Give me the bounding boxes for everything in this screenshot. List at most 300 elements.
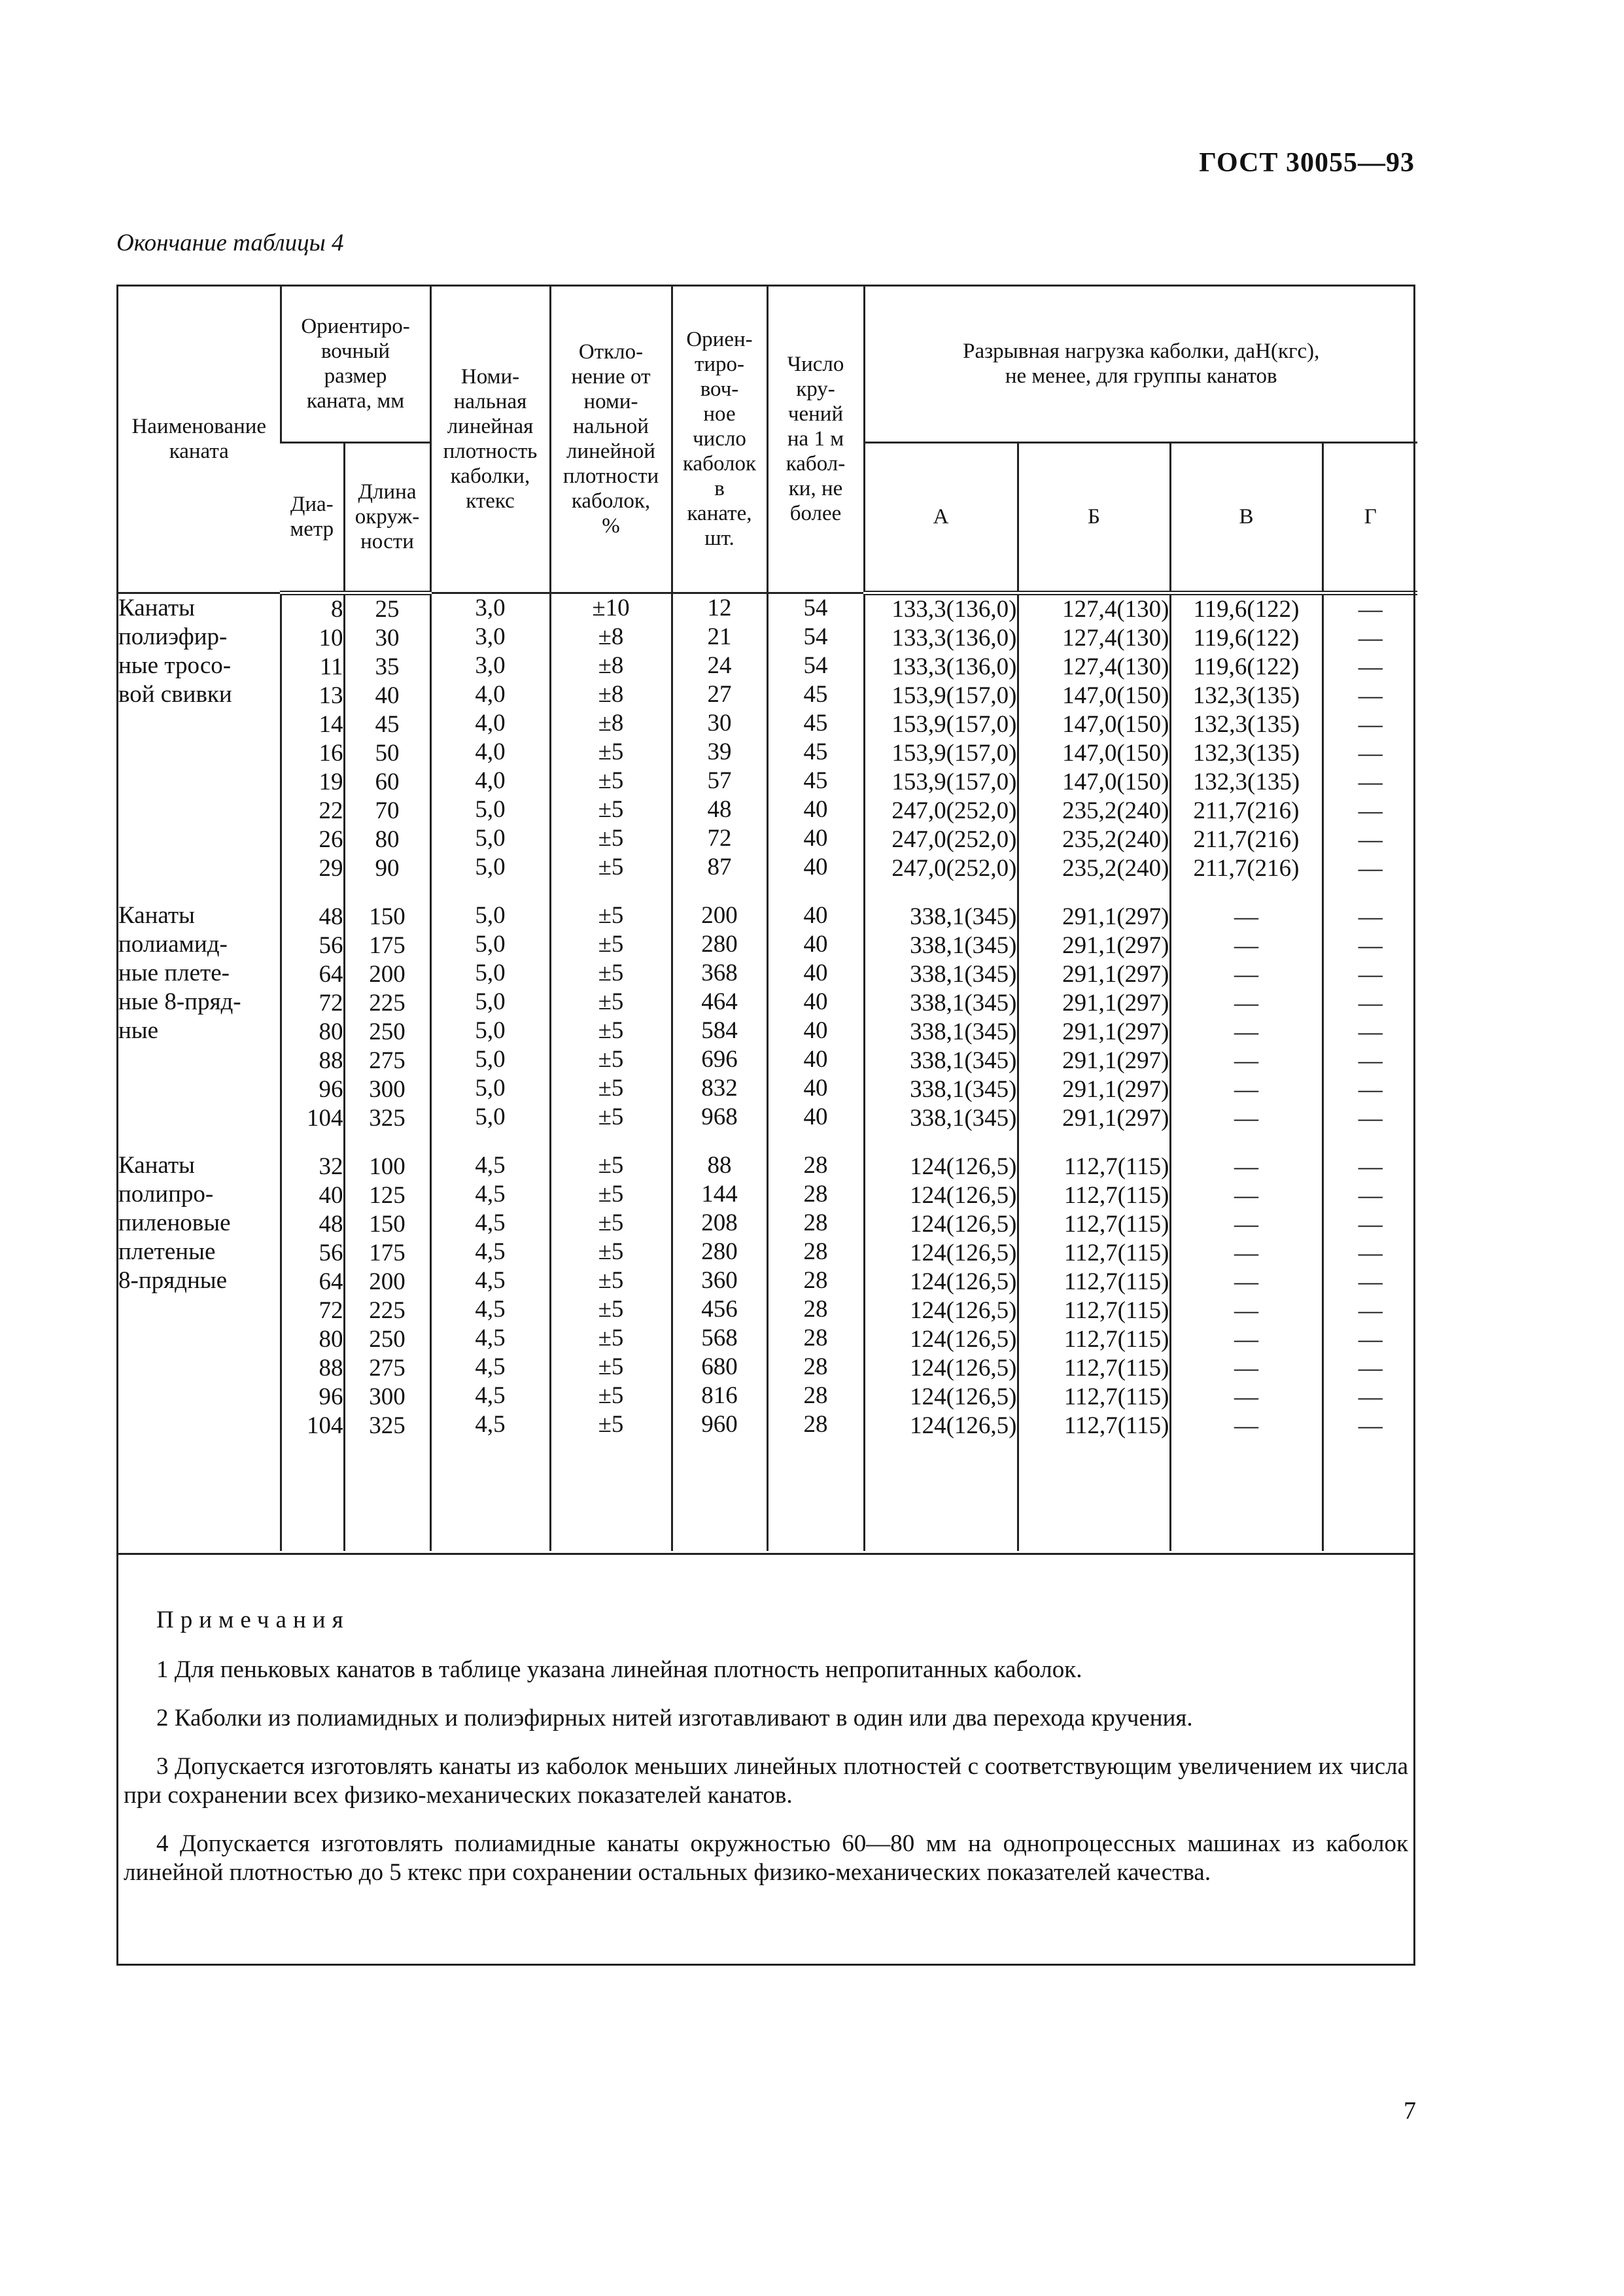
- rope-name-line: [118, 824, 280, 853]
- table-cell: 300: [369, 1383, 406, 1410]
- group-spacer: [673, 1132, 767, 1151]
- rope-name-line: [118, 853, 280, 882]
- table-cell: ±10: [592, 594, 630, 621]
- table-cell: 338,1(345): [910, 1075, 1017, 1103]
- group-spacer: [551, 1132, 671, 1151]
- header-line: каболок: [682, 452, 757, 476]
- table-cell: —: [1358, 903, 1383, 930]
- group-spacer: [1171, 1133, 1322, 1153]
- group-spacer: [345, 883, 430, 903]
- table-cell: 696: [701, 1045, 738, 1073]
- table-cell: 225: [369, 1296, 406, 1324]
- table-cell: —: [1234, 1239, 1258, 1266]
- table-cell: 50: [375, 739, 400, 767]
- table-cell: 338,1(345): [910, 989, 1017, 1017]
- table-cell: 280: [701, 930, 738, 958]
- table-cell: 96: [319, 1383, 343, 1410]
- table-cell: 40: [803, 901, 828, 929]
- deviation-column: [550, 593, 672, 1551]
- table-cell: 40: [375, 682, 400, 709]
- table-cell: 291,1(297): [1062, 960, 1169, 988]
- rope-name-line: пиленовые: [118, 1209, 231, 1236]
- table-cell: 5,0: [475, 1017, 506, 1044]
- table-cell: —: [1234, 1047, 1258, 1074]
- rope-name-line: ные 8-пряд-: [118, 988, 241, 1015]
- table-cell: —: [1234, 1104, 1258, 1132]
- table-cell: 88: [707, 1151, 732, 1179]
- header-load-g: Г: [1322, 442, 1417, 593]
- header-line: каната, мм: [306, 389, 405, 413]
- table-cell: —: [1358, 1104, 1383, 1132]
- table-cell: —: [1234, 1325, 1258, 1353]
- table-cell: 211,7(216): [1193, 797, 1300, 824]
- header-deviation: [550, 287, 672, 593]
- table-cell: ±5: [598, 959, 624, 986]
- header-line: плотности: [562, 464, 659, 489]
- table-cell: 112,7(115): [1063, 1210, 1169, 1238]
- rope-name-line: плетеные: [118, 1238, 216, 1265]
- table-cell: 291,1(297): [1062, 1075, 1169, 1103]
- table-cell: 112,7(115): [1063, 1268, 1169, 1295]
- table-cell: 3,0: [475, 594, 506, 621]
- table-cell: 48: [319, 1210, 343, 1238]
- load-v-column: [1170, 593, 1322, 1551]
- table-cell: 325: [369, 1104, 406, 1132]
- table-cell: 153,9(157,0): [891, 739, 1017, 767]
- table-cell: 5,0: [475, 930, 506, 958]
- group-spacer: [1171, 883, 1322, 903]
- table-cell: ±5: [598, 901, 624, 929]
- table-cell: 80: [375, 826, 400, 853]
- table-cell: 360: [701, 1266, 738, 1294]
- page-number: 7: [1404, 2097, 1416, 2125]
- rope-name-line: [118, 738, 280, 767]
- header-line: кру-: [796, 377, 835, 402]
- table-cell: —: [1234, 1210, 1258, 1238]
- table-cell: 3,0: [475, 623, 506, 650]
- table-cell: 325: [369, 1412, 406, 1439]
- header-line: Откло-: [578, 340, 644, 364]
- rope-name-line: 8-прядные: [118, 1266, 228, 1294]
- header-line: Разрывная нагрузка каболки, даН(кгс),: [963, 339, 1320, 364]
- table-cell: 45: [375, 710, 400, 738]
- table-cell: —: [1234, 1383, 1258, 1410]
- table-cell: ±8: [598, 680, 624, 708]
- note-item: 3 Допускается изготовлять канаты из каболок меньших линейных плотностей с соответствующим увеличением их числа при сохранении всех физико-механических показателей канатов.: [124, 1753, 1408, 1809]
- table-cell: 64: [319, 960, 343, 988]
- table-cell: 133,3(136,0): [891, 595, 1017, 623]
- table-cell: 16: [319, 739, 343, 767]
- rope-name-line: Канаты: [118, 901, 195, 929]
- table-cell: ±5: [598, 795, 624, 823]
- table-cell: 150: [369, 1210, 406, 1238]
- table-cell: 40: [803, 824, 828, 852]
- table-cell: ±5: [598, 930, 624, 958]
- table-cell: 112,7(115): [1063, 1239, 1169, 1266]
- table-cell: 275: [369, 1047, 406, 1074]
- header-line: кабол-: [786, 452, 846, 476]
- table-cell: 21: [707, 623, 732, 650]
- note-item: 2 Каболки из полиамидных и полиэфирных нитей изготавливают в один или два перехода кручения.: [156, 1705, 1193, 1731]
- table-cell: —: [1358, 1210, 1383, 1238]
- density-column: [430, 593, 550, 1551]
- rope-name-line: [118, 1045, 280, 1074]
- table-cell: —: [1358, 710, 1383, 738]
- table-cell: 54: [803, 623, 828, 650]
- rope-name-line: Канаты: [118, 594, 195, 621]
- group-spacer: [118, 1132, 280, 1151]
- table-cell: 4,5: [475, 1266, 506, 1294]
- table-cell: 13: [319, 682, 343, 709]
- table-cell: 104: [307, 1412, 343, 1439]
- table-cell: 124(126,5): [910, 1354, 1017, 1382]
- table-cell: 235,2(240): [1062, 797, 1169, 824]
- header-line: шт.: [704, 527, 734, 551]
- table-cell: 150: [369, 903, 406, 930]
- rope-name-line: [118, 1074, 280, 1103]
- table-cell: —: [1358, 1296, 1383, 1324]
- table-cell: 124(126,5): [910, 1210, 1017, 1238]
- table-cell: 45: [803, 738, 828, 765]
- header-load-v: В: [1170, 442, 1322, 593]
- table-cell: 28: [803, 1151, 828, 1179]
- table-cell: 250: [369, 1018, 406, 1045]
- table-cell: ±5: [598, 853, 624, 880]
- rope-name-line: полипро-: [118, 1180, 214, 1208]
- table-cell: 90: [375, 854, 400, 882]
- table-cell: 5,0: [475, 824, 506, 852]
- group-spacer: [673, 882, 767, 901]
- table-cell: —: [1234, 1018, 1258, 1045]
- table-cell: 200: [701, 901, 738, 929]
- table-cell: ±5: [598, 1410, 624, 1438]
- table-cell: ±5: [598, 1295, 624, 1323]
- table-cell: 124(126,5): [910, 1296, 1017, 1324]
- table-cell: 72: [319, 1296, 343, 1324]
- table-cell: 584: [701, 1017, 738, 1044]
- table-cell: 124(126,5): [910, 1268, 1017, 1295]
- table-cell: —: [1358, 854, 1383, 882]
- table-cell: 45: [803, 709, 828, 737]
- rope-name-line: ные: [118, 1017, 159, 1044]
- group-spacer: [865, 1133, 1017, 1153]
- table-cell: 112,7(115): [1063, 1412, 1169, 1439]
- table-cell: 40: [803, 795, 828, 823]
- table-cell: 291,1(297): [1062, 1018, 1169, 1045]
- notes-section: [118, 1553, 1413, 1965]
- table-cell: ±5: [598, 1382, 624, 1409]
- rope-name-line: [118, 767, 280, 795]
- table-cell: —: [1358, 1354, 1383, 1382]
- table-cell: 39: [707, 738, 732, 765]
- table-cell: 147,0(150): [1062, 768, 1169, 795]
- table-cell: ±8: [598, 623, 624, 650]
- table-cell: 40: [803, 1045, 828, 1073]
- table-cell: 291,1(297): [1062, 1047, 1169, 1074]
- table-cell: —: [1358, 797, 1383, 824]
- table-cell: ±5: [598, 824, 624, 852]
- table-cell: —: [1234, 1268, 1258, 1295]
- group-spacer: [432, 882, 549, 901]
- header-line: линейной: [566, 440, 655, 464]
- header-line: ктекс: [466, 489, 515, 513]
- rope-name-line: Канаты: [118, 1151, 195, 1179]
- rope-name-line: вой свивки: [118, 680, 232, 708]
- table-cell: 4,5: [475, 1324, 506, 1351]
- header-load-a: А: [864, 442, 1018, 593]
- header-line: каната: [169, 440, 229, 464]
- header-line: нение от: [571, 365, 651, 389]
- group-spacer: [118, 882, 280, 901]
- table-cell: 5,0: [475, 988, 506, 1015]
- header-line: чений: [787, 402, 844, 426]
- table-cell: 4,0: [475, 738, 506, 765]
- header-line: канате,: [687, 502, 752, 526]
- header-line: Ориен-: [686, 328, 753, 352]
- table-cell: 132,3(135): [1192, 682, 1300, 709]
- table-cell: 64: [319, 1268, 343, 1295]
- table-cell: 10: [319, 624, 343, 652]
- table-cell: ±5: [598, 1324, 624, 1351]
- header-count: [672, 287, 767, 593]
- header-line: Наименование: [131, 415, 267, 439]
- rope-name-line: [118, 1382, 280, 1410]
- table-cell: 25: [375, 595, 400, 623]
- header-size-group: [281, 287, 430, 442]
- table-cell: 40: [319, 1181, 343, 1209]
- load-b-column: [1018, 593, 1170, 1551]
- header-line: Число: [787, 353, 844, 377]
- table-cell: 127,4(130): [1062, 595, 1169, 623]
- table-cell: 26: [319, 826, 343, 853]
- table-cell: 338,1(345): [910, 903, 1017, 930]
- rope-name-line: ные плете-: [118, 959, 230, 986]
- rope-name-line: [118, 709, 280, 738]
- table-cell: 338,1(345): [910, 931, 1017, 959]
- table-cell: 338,1(345): [910, 1047, 1017, 1074]
- rope-name-line: полиэфир-: [118, 623, 228, 650]
- rope-name-line: ные тросо-: [118, 652, 232, 679]
- rope-name-line: [118, 1295, 280, 1324]
- table-cell: 153,9(157,0): [891, 710, 1017, 738]
- table-cell: 28: [803, 1266, 828, 1294]
- table-cell: 464: [701, 988, 738, 1015]
- table-cell: 8: [331, 595, 343, 623]
- table-cell: 28: [803, 1209, 828, 1236]
- table-cell: —: [1234, 1181, 1258, 1209]
- table-cell: 40: [803, 1103, 828, 1130]
- table-cell: —: [1358, 1383, 1383, 1410]
- header-line: %: [602, 514, 620, 538]
- table-cell: —: [1234, 1153, 1258, 1180]
- table-cell: —: [1234, 931, 1258, 959]
- table-cell: 40: [803, 1017, 828, 1044]
- table-cell: 4,5: [475, 1410, 506, 1438]
- table-cell: 5,0: [475, 1074, 506, 1102]
- header-line: плотность: [443, 440, 538, 464]
- table-cell: 960: [701, 1410, 738, 1438]
- table-cell: 112,7(115): [1063, 1153, 1169, 1180]
- table-cell: 112,7(115): [1063, 1296, 1169, 1324]
- header-line: на 1 м: [787, 427, 844, 451]
- rope-name-line: [118, 795, 280, 824]
- table-cell: 153,9(157,0): [891, 768, 1017, 795]
- header-circumference: [344, 442, 430, 593]
- table-cell: ±5: [598, 738, 624, 765]
- table-cell: 133,3(136,0): [891, 624, 1017, 652]
- table-cell: 45: [803, 767, 828, 794]
- table-cell: 4,5: [475, 1180, 506, 1208]
- table-cell: 247,0(252,0): [891, 797, 1017, 824]
- rope-name-line: [118, 1324, 280, 1353]
- header-line: нальная: [453, 390, 527, 414]
- table-cell: —: [1358, 1239, 1383, 1266]
- table-cell: 200: [369, 1268, 406, 1295]
- table-cell: 368: [701, 959, 738, 986]
- table-cell: 153,9(157,0): [891, 682, 1017, 709]
- header-line: ное: [703, 402, 736, 426]
- header-line: размер: [324, 364, 387, 389]
- table-cell: 832: [701, 1074, 738, 1102]
- table-cell: 29: [319, 854, 343, 882]
- header-line: вочный: [320, 339, 390, 364]
- header-line: Номи-: [460, 365, 520, 389]
- table-cell: 28: [803, 1180, 828, 1208]
- notes-title: Примечания: [156, 1607, 350, 1633]
- table-cell: 4,0: [475, 680, 506, 708]
- table-cell: 247,0(252,0): [891, 854, 1017, 882]
- table-cell: 568: [701, 1324, 738, 1351]
- header-twists: [767, 287, 864, 593]
- table-cell: 124(126,5): [910, 1412, 1017, 1439]
- table-cell: 5,0: [475, 901, 506, 929]
- table-cell: 132,3(135): [1192, 739, 1300, 767]
- table-cell: 5,0: [475, 1103, 506, 1130]
- header-line: ности: [360, 530, 414, 553]
- header-line: число: [693, 427, 746, 451]
- table-cell: 54: [803, 594, 828, 621]
- table-cell: ±5: [598, 1209, 624, 1236]
- rope-name-line: [118, 1410, 280, 1439]
- table-cell: 56: [319, 1239, 343, 1266]
- table-cell: 456: [701, 1295, 738, 1323]
- table-cell: 40: [803, 959, 828, 986]
- rope-name-column: [118, 593, 281, 1551]
- table-cell: 4,5: [475, 1209, 506, 1236]
- table-cell: —: [1358, 595, 1383, 623]
- header-density: [430, 287, 550, 593]
- rope-name-line: полиамид-: [118, 930, 228, 958]
- table-cell: 225: [369, 989, 406, 1017]
- table-cell: ±5: [598, 1045, 624, 1073]
- table-cell: 338,1(345): [910, 1018, 1017, 1045]
- table-cell: —: [1358, 1075, 1383, 1103]
- table-cell: 32: [319, 1153, 343, 1180]
- table-cell: 14: [319, 710, 343, 738]
- table-cell: 147,0(150): [1062, 710, 1169, 738]
- table-cell: 45: [803, 680, 828, 708]
- table-cell: 19: [319, 768, 343, 795]
- table-cell: 48: [319, 903, 343, 930]
- table-cell: 816: [701, 1382, 738, 1409]
- table-cell: 4,5: [475, 1382, 506, 1409]
- table-cell: —: [1358, 1412, 1383, 1439]
- table-cell: —: [1358, 653, 1383, 680]
- table-cell: —: [1358, 1181, 1383, 1209]
- table-cell: 291,1(297): [1062, 989, 1169, 1017]
- header-line: метр: [290, 517, 334, 541]
- note-item: 4 Допускается изготовлять полиамидные канаты окружностью 60—80 мм на однопроцессных машинах из каболок линейной плотностью до 5 ктекс при сохранении остальных физико-механических показателей качества.: [124, 1830, 1408, 1886]
- table-cell: 88: [319, 1354, 343, 1382]
- table-cell: 72: [707, 824, 732, 852]
- table-cell: 88: [319, 1047, 343, 1074]
- table-cell: 22: [319, 797, 343, 824]
- table-cell: 127,4(130): [1062, 624, 1169, 652]
- table-cell: 200: [369, 960, 406, 988]
- table-cell: —: [1358, 989, 1383, 1017]
- table-cell: 4,0: [475, 709, 506, 737]
- table-cell: —: [1358, 1018, 1383, 1045]
- header-line: Ориентиро-: [301, 315, 410, 339]
- header-line: в: [714, 477, 725, 501]
- table-cell: ±8: [598, 709, 624, 737]
- group-spacer: [865, 883, 1017, 903]
- group-spacer: [1019, 883, 1169, 903]
- table-cell: 96: [319, 1075, 343, 1103]
- table-cell: —: [1234, 1075, 1258, 1103]
- table-cell: 12: [707, 594, 732, 621]
- table-cell: 30: [375, 624, 400, 652]
- table-cell: 144: [701, 1180, 738, 1208]
- table-cell: 127,4(130): [1062, 653, 1169, 680]
- table-cell: 11: [319, 653, 343, 680]
- table-cell: 28: [803, 1382, 828, 1409]
- table-cell: 125: [369, 1181, 406, 1209]
- header-line: ки, не: [788, 477, 843, 501]
- table-cell: 175: [369, 931, 406, 959]
- table-cell: —: [1358, 1047, 1383, 1074]
- table-cell: —: [1234, 1412, 1258, 1439]
- table-cell: 124(126,5): [910, 1153, 1017, 1180]
- table-cell: 119,6(122): [1193, 653, 1300, 680]
- table-cell: 119,6(122): [1193, 595, 1300, 623]
- header-line: каболок,: [571, 489, 651, 513]
- table-cell: 60: [375, 768, 400, 795]
- table-cell: 338,1(345): [910, 960, 1017, 988]
- table-cell: 280: [701, 1238, 738, 1265]
- table-cell: 235,2(240): [1062, 826, 1169, 853]
- group-spacer: [551, 882, 671, 901]
- table-cell: ±5: [598, 1266, 624, 1294]
- table-cell: 300: [369, 1075, 406, 1103]
- table-cell: 112,7(115): [1063, 1181, 1169, 1209]
- header-line: окруж-: [354, 505, 420, 529]
- note-item: 1 Для пеньковых канатов в таблице указана линейная плотность непропитанных каболок.: [156, 1656, 1082, 1683]
- table-cell: —: [1234, 1296, 1258, 1324]
- table-cell: —: [1358, 624, 1383, 652]
- table-cell: 80: [319, 1018, 343, 1045]
- header-line: Диа-: [290, 493, 334, 516]
- count-column: [672, 593, 767, 1551]
- table-cell: —: [1234, 960, 1258, 988]
- table-cell: 275: [369, 1354, 406, 1382]
- table-cell: 119,6(122): [1193, 624, 1300, 652]
- table-cell: 124(126,5): [910, 1325, 1017, 1353]
- table-cell: 80: [319, 1325, 343, 1353]
- header-load-b: Б: [1018, 442, 1170, 593]
- table-cell: —: [1358, 682, 1383, 709]
- header-diameter: [281, 442, 344, 593]
